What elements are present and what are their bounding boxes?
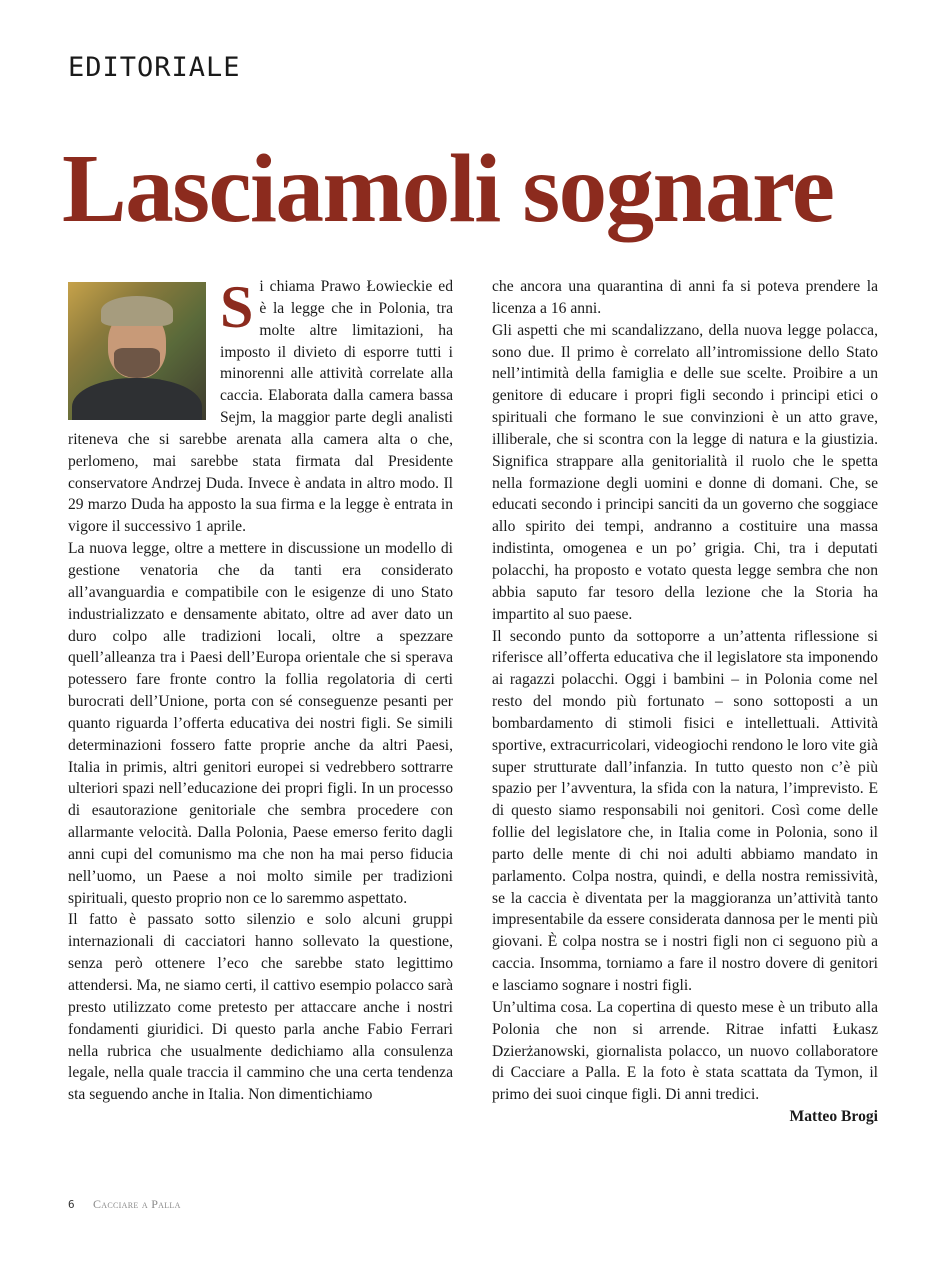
right-paragraph: Il secondo punto da sottoporre a un’attenta riflessione si riferisce all’offerta educativa che il legislatore sta imponendo ai ragazzi polacchi. Oggi i bambini – in Polonia come nel resto del mondo più fortunato – sono sottoposti a un bombardamento di stimoli fisici e intellettuali. Attività sportive, extracurricolari, videogiochi rendono le loro vite già super strutturate dall’infanzia. In tutto questo non c’è più spazio per l’avventura, la sfida con la natura, l’imprevisto. E di questo siamo responsabili noi genitori. Così come delle follie del legislatore che, in Italia come in Polonia, sono il parto delle mente di chi noi adulti abbiamo mandato in parlamento. Colpa nostra, quindi, e della nostra remissività, se la caccia è diventata per la maggioranza un’attività tanto impresentabile da essere considerata dannosa per le menti più giovani. È colpa nostra se i nostri figli non ci seguono più a caccia. Insomma, torniamo a fare il nostro dovere di genitori e lasciamo sognare i nostri figli. [492,627,878,994]
left-paragraph: Il fatto è passato sotto silenzio e solo alcuni gruppi internazionali di cacciatori hanno sollevato la questione, senza però ottenere l’eco che sarebbe stato legittimo attendersi. Ma, ne siamo certi, il cattivo esempio polacco sarà presto utilizzato come pretesto per attaccare anche i nostri fondamenti giuridici. Di questo parla anche Fabio Ferrari nella rubrica che usualmente dedichiamo alla consulenza legale, nella quale traccia il cammino che una certa tendenza sta seguendo anche in Italia. Non dimentichiamo [68,911,453,1104]
author-signature: Matteo Brogi [789,1108,878,1126]
magazine-name: Cacciare a Palla [93,1197,181,1211]
section-label: EDITORIALE [68,52,241,83]
headline: Lasciamoli sognare [62,135,834,242]
photo-cap [101,296,173,326]
right-paragraph: Un’ultima cosa. La copertina di questo mese è un tributo alla Polonia che non si arrende. Ritrae infatti Łukasz Dzierżanowski, giornalista polacco, un nuovo collaboratore di Cacciare a Palla. E la foto è stata scattata da Tymon, il primo dei suoi cinque figli. Di anni tredici. [492,998,878,1104]
left-paragraph: La nuova legge, oltre a mettere in discussione un modello di gestione venatoria che da tanti era considerato all’avanguardia e compatibile con le esigenze di uno Stato industrializzato e densamente abitato, oltre ad aver dato un duro colpo alle tradizioni locali, oltre a spezzare quell’alleanza tra i Paesi dell’Europa orientale che si sperava potessero fare fronte contro la follia regolatoria di certi burocrati dell’Unione, porta con sé conseguenze pesanti per quanto riguarda l’offerta educativa dei nostri figli. Se simili determinazioni fossero fatte proprie anche da altri Paesi, Italia in primis, altri genitori europei si vedrebbero sottrarre ulteriori spazi nell’educazione dei propri figli. In un processo di esautorazione genitoriale che sembra procedere con allarmante velocità. Dalla Polonia, Paese emerso ferito dagli anni cupi del comunismo ma che non ha mai perso fiducia nell’uomo, un Paese a noi molto simile per tradizioni spirituali, questo proprio non ce lo saremmo aspettato. [68,540,453,907]
dropcap: S [220,274,254,340]
first-paragraph-text: i chiama Prawo Łowieckie ed è la legge che in Polonia, tra molte altre limitazioni, ha imposto il divieto di esporre tutti i minorenni alle attività correlate alla caccia. Elaborata dalla camera bassa Sejm, la maggior parte degli analisti riteneva che si sarebbe arenata alla camera alta o che, perlomeno, mai sarebbe stata firmata dal Presidente conservatore Andrzej Duda. Invece è andata in altro modo. Il 29 marzo Duda ha apposto la sua firma e la legge è entrata in vigore il successivo 1 aprile. [68,278,453,536]
left-column [68,276,453,1106]
right-paragraph: Gli aspetti che mi scandalizzano, della nuova legge polacca, sono due. Il primo è correlato all’intromissione dello Stato nell’intimità della famiglia e delle sue scelte. Proibire a un genitore di educare i propri figli secondo i principi etici o spirituali che formano le sue convinzioni è un atto grave, illiberale, che si scontra con la legge di natura e la giustizia. Significa strappare alla genitorialità il ruolo che le spetta nella formazione degli uomini e donne di domani. Che, se educati secondo i principi sanciti da un governo che soggiace allo spirito dei tempi, andranno a costituire una massa indistinta, omogenea e un po’ grigia. Chi, tra i deputati polacchi, ha proposto e votato questa legge sembra che non abbia saputo far tesoro della lezione che la Storia ha impartito al suo paese. [492,321,878,623]
page-number: 6 [68,1198,75,1211]
right-column [492,276,878,1128]
photo-body [72,378,202,420]
photo-beard [114,348,160,378]
author-photo [68,282,206,420]
right-paragraph: che ancora una quarantina di anni fa si poteva prendere la licenza a 16 anni. [492,278,878,317]
